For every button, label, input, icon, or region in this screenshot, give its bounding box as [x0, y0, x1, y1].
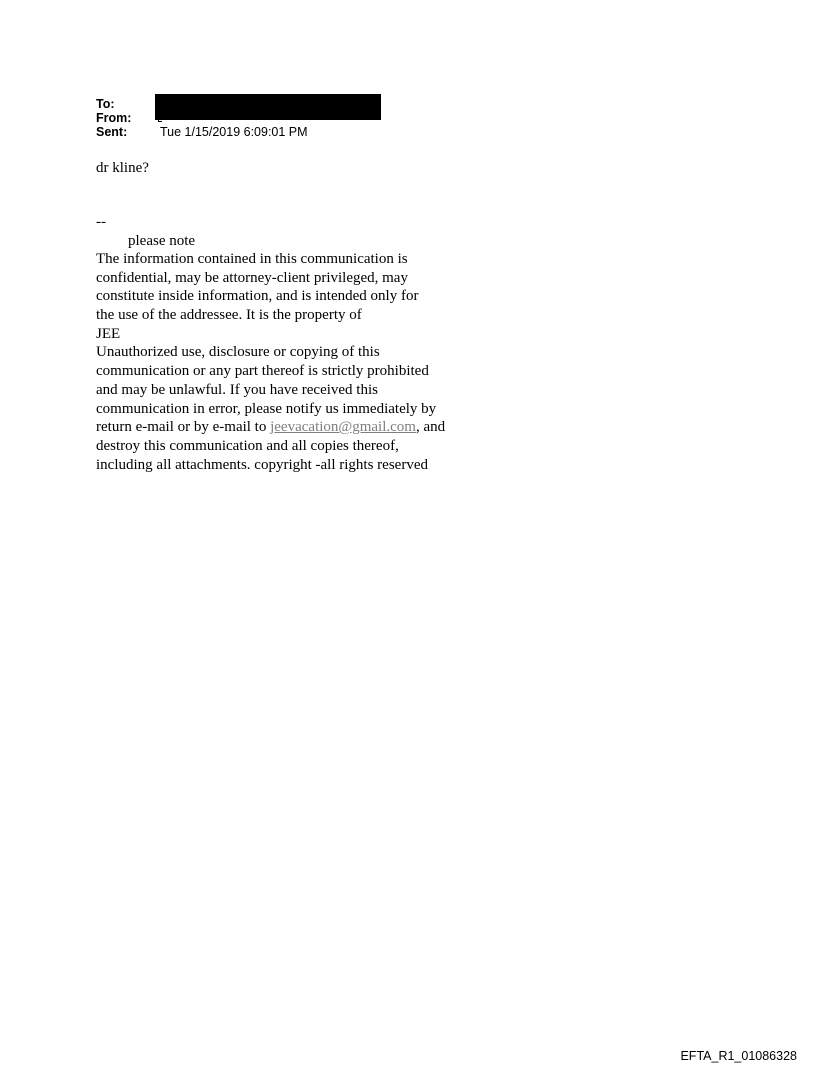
disclaimer-line: the use of the addressee. It is the property of [96, 307, 362, 324]
disclaimer-line: constitute inside information, and is intended only for [96, 288, 419, 305]
email-link[interactable]: jeevacation@gmail.com [270, 419, 416, 436]
disclaimer-text: , and [415, 419, 446, 436]
disclaimer-line: destroy this communication and all copies thereof, [96, 437, 399, 454]
sent-row [96, 125, 308, 139]
disclaimer-line: communication or any part thereof is strictly prohibited [96, 363, 429, 380]
disclaimer-line: and may be unlawful. If you have received this [96, 381, 378, 398]
signature-separator: -- [96, 214, 106, 230]
message-body: dr kline? [96, 160, 149, 176]
document-id-stamp: EFTA_R1_01086328 [680, 1049, 797, 1063]
confidentiality-disclaimer [96, 250, 445, 474]
disclaimer-text: return e-mail or by e-mail to [96, 419, 271, 436]
disclaimer-line: communication in error, please notify us immediately by [96, 400, 437, 417]
disclaimer-line: Unauthorized use, disclosure or copying of this [96, 344, 380, 361]
to-label: To: [96, 97, 115, 111]
sent-label: Sent: [96, 125, 128, 139]
sent-value: Tue 1/15/2019 6:09:01 PM [160, 125, 308, 139]
signature-note: please note [128, 233, 196, 249]
disclaimer-line: including all attachments. copyright -all rights reserved [96, 456, 428, 473]
disclaimer-line-with-email [96, 418, 445, 437]
redacted-text-fragment [158, 118, 162, 122]
redaction-box [155, 94, 381, 120]
from-label: From: [96, 111, 132, 125]
disclaimer-line: The information contained in this communication is [96, 251, 408, 267]
disclaimer-line: JEE [96, 325, 121, 342]
disclaimer-line: confidential, may be attorney-client privileged, may [96, 269, 408, 286]
